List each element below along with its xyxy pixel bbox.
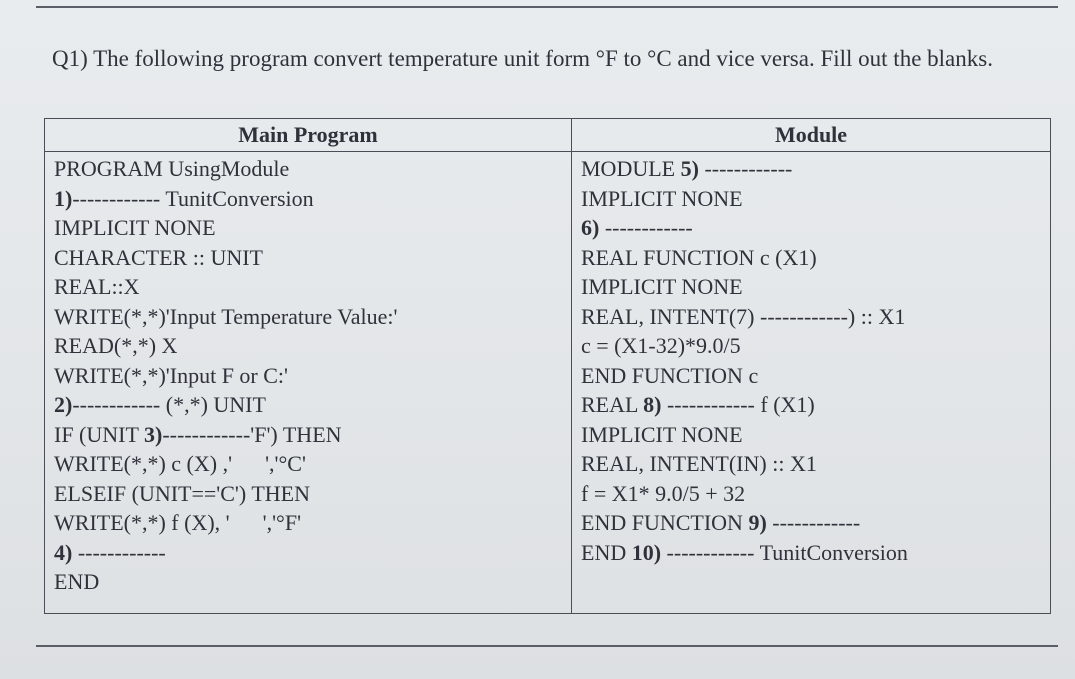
top-divider-line: [36, 6, 1058, 8]
module-line-text: IMPLICIT NONE: [581, 421, 743, 447]
main-program-line-text: IMPLICIT NONE: [54, 215, 216, 240]
module-line-text: REAL FUNCTION c (X1): [581, 244, 817, 270]
module-line-text: IMPLICIT NONE: [581, 274, 743, 299]
table-header-row: [45, 119, 1051, 152]
bottom-divider-line: [36, 645, 1058, 647]
module-line: [581, 154, 1050, 184]
module-line: [581, 243, 1050, 273]
module-line: [581, 449, 1050, 479]
module-line-text: c = (X1-32)*9.0/5: [581, 333, 741, 358]
blank-number: 10): [631, 539, 662, 565]
main-program-line: [54, 508, 571, 538]
program-table: [44, 118, 1051, 614]
module-line: [581, 390, 1050, 420]
main-program-line: [54, 184, 571, 214]
main-program-line-prefix: IF (UNIT: [54, 421, 145, 447]
main-program-line-text: CHARACTER :: UNIT: [54, 244, 263, 270]
module-line-text: ------------ f (X1): [661, 392, 815, 417]
module-line-text: IMPLICIT NONE: [581, 185, 743, 211]
main-program-line-text: WRITE(*,*)'Input Temperature Value:': [54, 303, 398, 329]
module-line-text: ------------: [766, 510, 861, 535]
blank-number: 5): [680, 156, 699, 181]
module-line: [581, 184, 1050, 214]
module-line: [581, 361, 1050, 391]
main-program-line: [54, 449, 571, 479]
main-program-line: [54, 361, 571, 391]
question-text: Q1) The following program convert temperature unit form °F to °C and vice versa. Fill out the blanks.: [52, 46, 993, 71]
main-program-line-text: PROGRAM UsingModule: [54, 156, 290, 181]
module-line-prefix: MODULE: [581, 156, 681, 181]
module-line-text: ------------: [599, 215, 693, 240]
main-program-line-text: ELSEIF (UNIT=='C') THEN: [54, 480, 310, 506]
blank-number: 3): [144, 421, 163, 447]
main-program-line: [54, 479, 571, 509]
main-program-line-text: ------------ (*,*) UNIT: [72, 392, 266, 417]
blank-number: 8): [643, 392, 662, 417]
module-line-prefix: END FUNCTION: [581, 510, 749, 535]
module-header: Module: [572, 119, 1051, 152]
module-line-text: REAL, INTENT(7) ------------) :: X1: [581, 303, 906, 329]
module-line-text: f = X1* 9.0/5 + 32: [581, 480, 746, 506]
main-program-line: [54, 243, 571, 273]
main-program-line-text: READ(*,*) X: [54, 333, 178, 358]
main-program-line-text: WRITE(*,*) f (X), ' ','°F': [54, 510, 302, 535]
main-program-line-text: WRITE(*,*) c (X) ,' ','°C': [54, 451, 306, 476]
main-program-line-text: WRITE(*,*)'Input F or C:': [54, 362, 289, 388]
module-line: [581, 508, 1050, 538]
main-program-header: Main Program: [45, 119, 572, 152]
module-line: [581, 538, 1050, 568]
main-program-line: [54, 302, 571, 332]
main-program-line: [54, 420, 571, 450]
module-line-prefix: REAL: [581, 392, 644, 417]
main-program-cell: [45, 152, 572, 614]
module-code: [572, 152, 1050, 567]
main-program-line: [54, 538, 571, 568]
module-cell: [572, 152, 1051, 614]
main-program-line-text: END: [54, 569, 100, 594]
module-line-text: ------------ TunitConversion: [661, 539, 908, 565]
module-line-text: REAL, INTENT(IN) :: X1: [581, 451, 817, 476]
module-line: [581, 420, 1050, 450]
blank-number: 9): [748, 510, 767, 535]
blank-number: 1): [54, 185, 73, 211]
module-line-text: END FUNCTION c: [581, 362, 759, 388]
main-program-line-text: ------------ TunitConversion: [72, 185, 314, 211]
module-line: [581, 272, 1050, 302]
main-program-line-text: REAL::X: [54, 274, 140, 299]
blank-number: 2): [54, 392, 73, 417]
main-program-line: [54, 390, 571, 420]
module-line: [581, 302, 1050, 332]
main-program-code: [45, 152, 571, 597]
main-program-line: [54, 213, 571, 243]
module-line: [581, 213, 1050, 243]
table-body-row: [45, 152, 1051, 614]
module-line: [581, 331, 1050, 361]
main-program-line-text: ------------'F') THEN: [162, 421, 342, 447]
module-line: [581, 479, 1050, 509]
module-line-text: ------------: [698, 156, 793, 181]
blank-number: 4): [54, 539, 73, 565]
module-line-prefix: END: [581, 539, 632, 565]
main-program-line-text: ------------: [72, 539, 166, 565]
main-program-line: [54, 154, 571, 184]
blank-number: 6): [581, 215, 600, 240]
main-program-line: [54, 331, 571, 361]
main-program-line: [54, 272, 571, 302]
main-program-line: [54, 567, 571, 597]
